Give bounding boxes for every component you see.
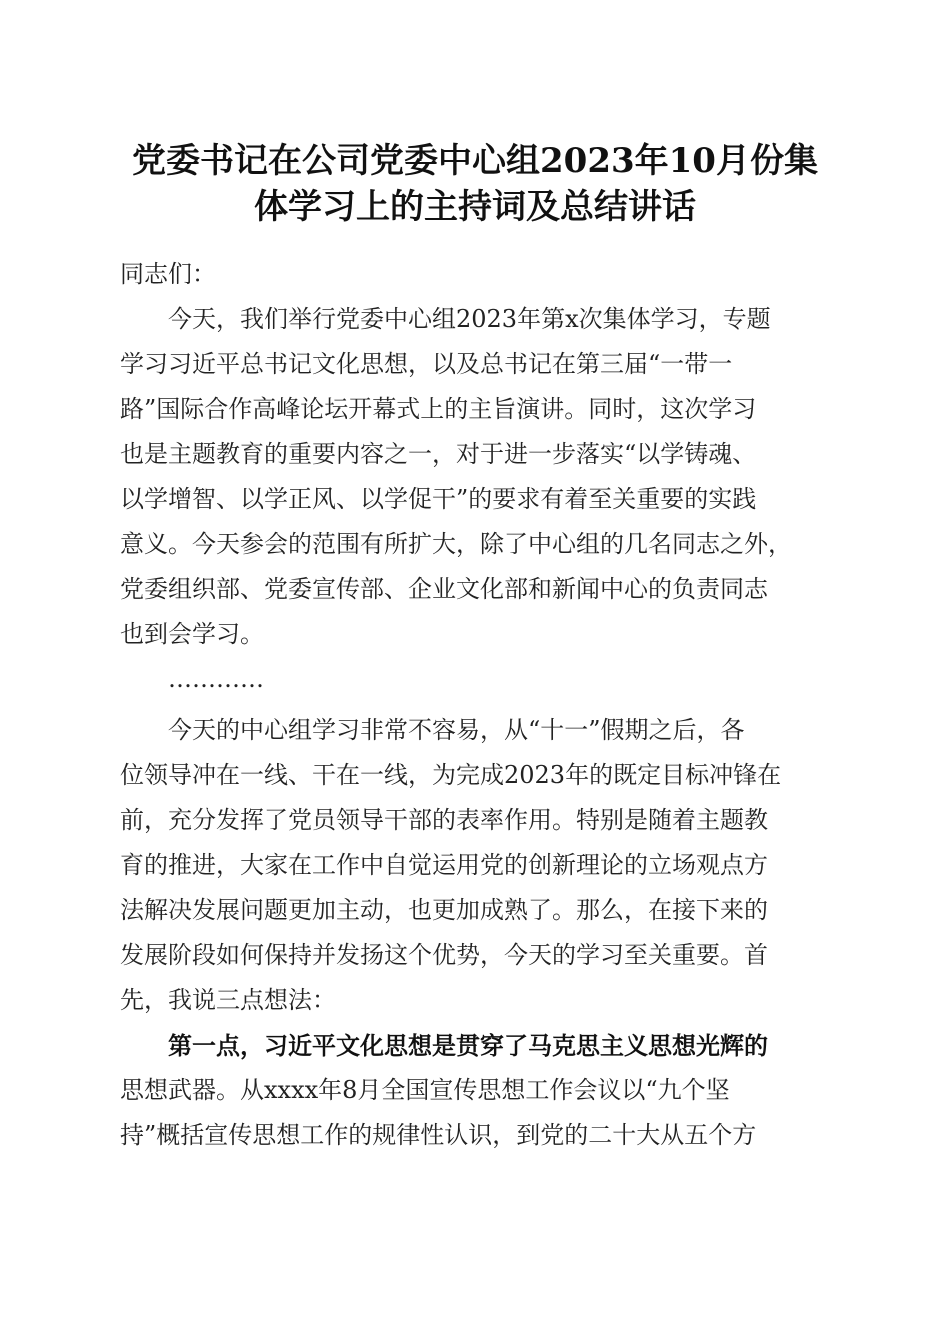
- paragraph-line: 先，我说三点想法：: [120, 986, 336, 1014]
- paragraph-line: 今天的中心组学习非常不容易，从“十一”假期之后，各: [168, 716, 745, 744]
- paragraph-summary: [120, 708, 840, 1023]
- paragraph-line: 意义。今天参会的范围有所扩大，除了中心组的几名同志之外，: [120, 530, 792, 558]
- paragraph-line: 法解决发展问题更加主动，也更加成熟了。那么，在接下来的: [120, 896, 768, 924]
- paragraph-line: 第一点，习近平文化思想是贯穿了马克思主义思想光辉的: [168, 1031, 768, 1060]
- paragraph-point-one: [120, 1023, 840, 1158]
- paragraph-line: 今天，我们举行党委中心组2023年第x次集体学习，专题: [168, 305, 771, 333]
- paragraph-line: 也到会学习。: [120, 620, 264, 648]
- ellipsis-separator: …………: [168, 665, 264, 693]
- paragraph-line: 学习习近平总书记文化思想，以及总书记在第三届“一带一: [120, 350, 733, 378]
- document-body: [120, 252, 840, 1158]
- salutation: 同志们：: [120, 260, 216, 288]
- paragraph-line: 发展阶段如何保持并发扬这个优势，今天的学习至关重要。首: [120, 941, 768, 969]
- paragraph-line: 党委组织部、党委宣传部、企业文化部和新闻中心的负责同志: [120, 575, 768, 603]
- paragraph-line: 育的推进，大家在工作中自觉运用党的创新理论的立场观点方: [120, 851, 768, 879]
- paragraph-line: 持”概括宣传思想工作的规律性认识，到党的二十大从五个方: [120, 1121, 757, 1149]
- title-line-2: 体学习上的主持词及总结讲话: [254, 187, 696, 227]
- paragraph-line: 路”国际合作高峰论坛开幕式上的主旨演讲。同时，这次学习: [120, 395, 757, 423]
- paragraph-line: 也是主题教育的重要内容之一，对于进一步落实“以学铸魂、: [120, 440, 757, 468]
- paragraph-line: 前，充分发挥了党员领导干部的表率作用。特别是随着主题教: [120, 806, 768, 834]
- title-line-1: 党委书记在公司党委中心组2023年10月份集: [132, 141, 818, 181]
- document-title: [100, 138, 850, 230]
- paragraph-line: 以学增智、以学正风、以学促干”的要求有着至关重要的实践: [120, 485, 757, 513]
- paragraph-opening: [120, 297, 840, 657]
- paragraph-line: 位领导冲在一线、干在一线，为完成2023年的既定目标冲锋在: [120, 761, 782, 789]
- paragraph-line: 思想武器。从xxxx年8月全国宣传思想工作会议以“九个坚: [120, 1076, 730, 1104]
